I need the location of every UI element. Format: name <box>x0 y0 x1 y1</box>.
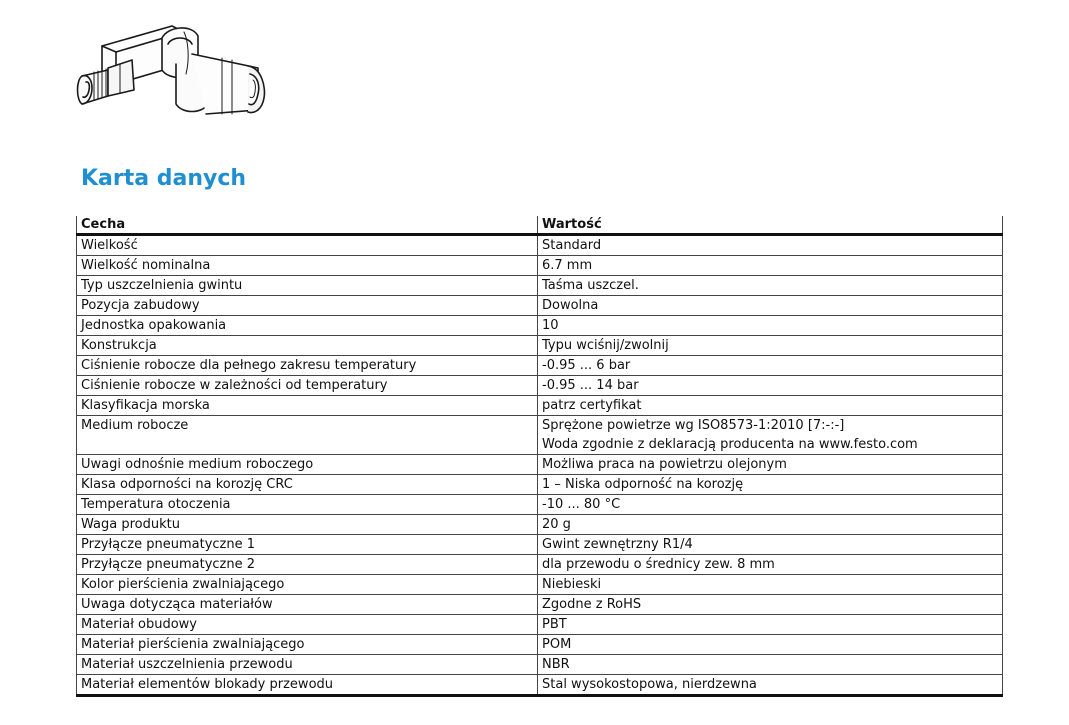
value-cell: 10 <box>538 316 1003 336</box>
value-cell: Zgodne z RoHS <box>538 595 1003 615</box>
value-cell: NBR <box>538 655 1003 675</box>
feature-cell: Materiał uszczelnienia przewodu <box>77 655 538 675</box>
product-illustration <box>72 18 272 130</box>
value-cell: Typu wciśnij/zwolnij <box>538 336 1003 356</box>
feature-cell: Wielkość nominalna <box>77 256 538 276</box>
value-cell: PBT <box>538 615 1003 635</box>
value-cell: -0.95 ... 6 bar <box>538 356 1003 376</box>
feature-cell: Medium robocze <box>77 416 538 455</box>
feature-cell: Pozycja zabudowy <box>77 296 538 316</box>
value-cell: Stal wysokostopowa, nierdzewna <box>538 675 1003 696</box>
feature-cell: Przyłącze pneumatyczne 1 <box>77 535 538 555</box>
feature-cell: Ciśnienie robocze w zależności od temperatury <box>77 376 538 396</box>
table-row <box>77 235 1003 256</box>
table-row <box>77 675 1003 696</box>
table-row <box>77 396 1003 416</box>
feature-cell: Klasyfikacja morska <box>77 396 538 416</box>
table-row <box>77 595 1003 615</box>
value-line: Woda zgodnie z deklaracją producenta na www.festo.com <box>542 437 918 452</box>
feature-cell: Materiał obudowy <box>77 615 538 635</box>
feature-cell: Klasa odporności na korozję CRC <box>77 475 538 495</box>
value-cell: -10 ... 80 °C <box>538 495 1003 515</box>
table-row <box>77 495 1003 515</box>
feature-cell: Materiał pierścienia zwalniającego <box>77 635 538 655</box>
table-row <box>77 416 1003 455</box>
table-row <box>77 655 1003 675</box>
value-cell: Standard <box>538 235 1003 256</box>
column-header-feature: Cecha <box>77 216 538 235</box>
table-row <box>77 635 1003 655</box>
table-header-row <box>77 216 1003 235</box>
table-row <box>77 376 1003 396</box>
table-row <box>77 256 1003 276</box>
table-row <box>77 475 1003 495</box>
feature-cell: Przyłącze pneumatyczne 2 <box>77 555 538 575</box>
value-cell <box>538 416 1003 455</box>
value-cell: Taśma uszczel. <box>538 276 1003 296</box>
feature-cell: Ciśnienie robocze dla pełnego zakresu temperatury <box>77 356 538 376</box>
table-row <box>77 535 1003 555</box>
value-cell: patrz certyfikat <box>538 396 1003 416</box>
table-row <box>77 316 1003 336</box>
value-cell: Gwint zewnętrzny R1/4 <box>538 535 1003 555</box>
feature-cell: Uwagi odnośnie medium roboczego <box>77 455 538 475</box>
table-row <box>77 296 1003 316</box>
table-row <box>77 455 1003 475</box>
value-cell: dla przewodu o średnicy zew. 8 mm <box>538 555 1003 575</box>
table-row <box>77 356 1003 376</box>
value-cell: Możliwa praca na powietrzu olejonym <box>538 455 1003 475</box>
value-line: Sprężone powietrze wg ISO8573-1:2010 [7:-:-] <box>542 418 845 433</box>
feature-cell: Uwaga dotycząca materiałów <box>77 595 538 615</box>
value-cell: 6.7 mm <box>538 256 1003 276</box>
value-cell: Niebieski <box>538 575 1003 595</box>
table-row <box>77 575 1003 595</box>
page-title: Karta danych <box>81 166 247 191</box>
feature-cell: Typ uszczelnienia gwintu <box>77 276 538 296</box>
feature-cell: Kolor pierścienia zwalniającego <box>77 575 538 595</box>
table-row <box>77 555 1003 575</box>
value-cell: 1 – Niska odporność na korozję <box>538 475 1003 495</box>
table-row <box>77 615 1003 635</box>
feature-cell: Temperatura otoczenia <box>77 495 538 515</box>
feature-cell: Waga produktu <box>77 515 538 535</box>
value-cell: -0.95 ... 14 bar <box>538 376 1003 396</box>
column-header-value: Wartość <box>538 216 1003 235</box>
table-row <box>77 515 1003 535</box>
feature-cell: Materiał elementów blokady przewodu <box>77 675 538 696</box>
datasheet-table <box>76 216 1003 697</box>
feature-cell: Wielkość <box>77 235 538 256</box>
value-cell: Dowolna <box>538 296 1003 316</box>
value-cell: POM <box>538 635 1003 655</box>
value-cell: 20 g <box>538 515 1003 535</box>
table-row <box>77 276 1003 296</box>
feature-cell: Jednostka opakowania <box>77 316 538 336</box>
table-row <box>77 336 1003 356</box>
feature-cell: Konstrukcja <box>77 336 538 356</box>
